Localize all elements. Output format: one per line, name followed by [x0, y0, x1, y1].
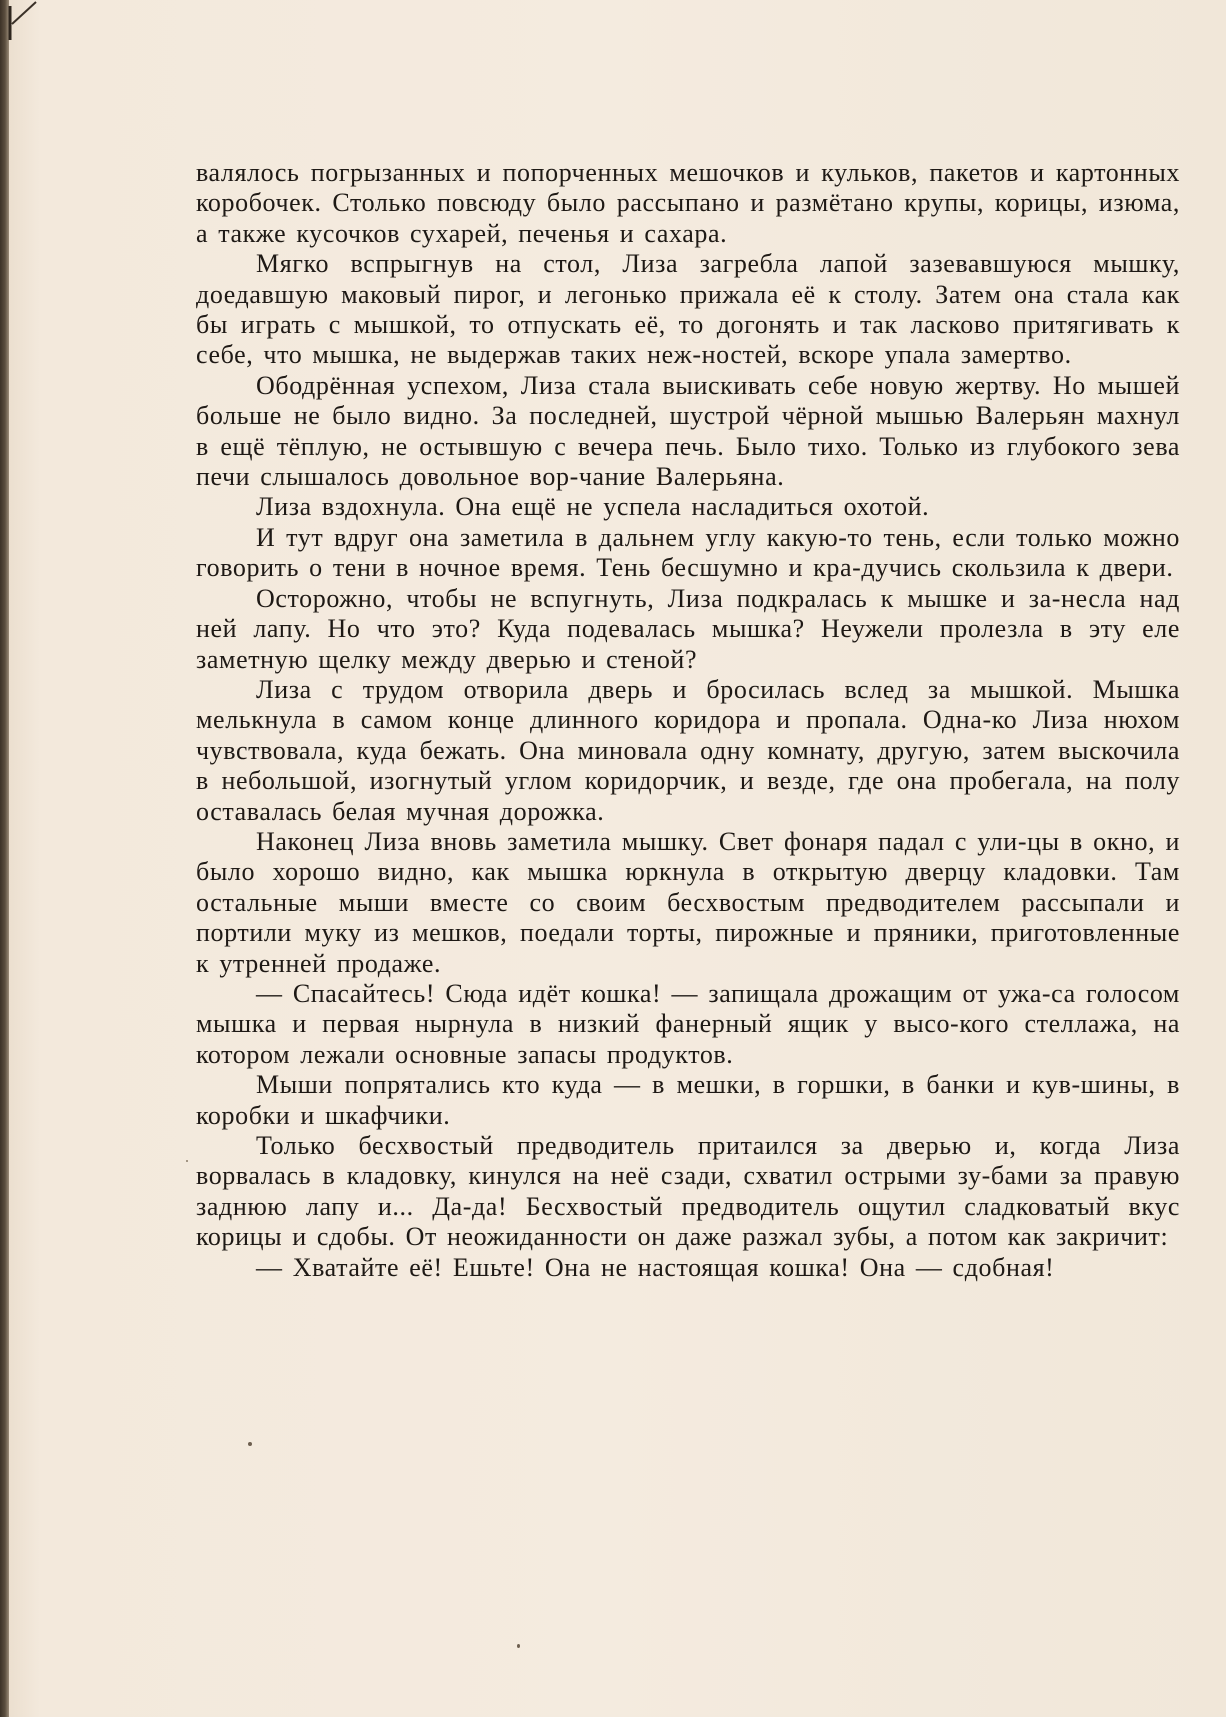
paragraph: — Хватайте её! Ешьте! Она не настоящая кошка! Она — сдобная! [256, 1252, 1055, 1282]
corner-crop-mark [6, 0, 46, 40]
paragraph: Наконец Лиза вновь заметила мышку. Свет фонаря падал с ули-цы в окно, и было хорошо видно, как мышка юркнула в открытую дверцу кладовки. Там остальные мыши вместе со своим бесхвостым предводителем рассыпали и портили муку из мешков, поедали торты, пирожные и пряники, приготовленные к утренней продаже. [196, 826, 1180, 978]
paragraph: валялось погрызанных и попорченных мешочков и кульков, пакетов и картонных коробочек. Столько повсюду было рассыпано и размётано крупы, корицы, изюма, а также кусочков сухарей, печенья и сахара. [196, 158, 1180, 248]
paragraph: Лиза вздохнула. Она ещё не успела насладиться охотой. [256, 492, 930, 522]
print-speck [248, 1442, 252, 1446]
page-binding-edge [0, 0, 9, 1717]
print-speck [186, 1160, 188, 1162]
print-speck [517, 1644, 520, 1648]
paragraph: Мыши попрятались кто куда — в мешки, в горшки, в банки и кув-шины, в коробки и шкафчики. [196, 1070, 1180, 1130]
paragraph: Лиза с трудом отворила дверь и бросилась вслед за мышкой. Мышка мелькнула в самом конце длинного коридора и пропала. Одна-ко Лиза нюхом чувствовала, куда бежать. Она миновала одну комнату, другую, затем выскочила в небольшой, изогнутый углом коридорчик, и везде, где она пробегала, на полу оставалась белая мучная дорожка. [196, 674, 1180, 826]
paragraph: И тут вдруг она заметила в дальнем углу какую-то тень, если только можно говорить о тени в ночное время. Тень бесшумно и кра-дучись скользила к двери. [196, 522, 1180, 583]
paragraph: Осторожно, чтобы не вспугнуть, Лиза подкралась к мышке и за-несла над ней лапу. Но что это? Куда подевалась мышка? Неужели пролезла в эту еле заметную щелку между дверью и стеной? [196, 583, 1180, 674]
paragraph: Ободрённая успехом, Лиза стала выискивать себе новую жертву. Но мышей больше не было видно. За последней, шустрой чёрной мышью Валерьян махнул в ещё тёплую, не остывшую с вечера печь. Было тихо. Только из глубокого зева печи слышалось довольное вор-чание Валерьяна. [196, 370, 1180, 492]
paragraph: Только бесхвостый предводитель притаился за дверью и, когда Лиза ворвалась в кладовку, кинулся на неё сзади, схватил острыми зу-бами за правую заднюю лапу и... Да-да! Бесхвостый предводитель ощутил сладковатый вкус корицы и сдобы. От неожиданности он даже разжал зубы, а потом как закричит: [196, 1131, 1180, 1252]
paragraph: — Спасайтесь! Сюда идёт кошка! — запищала дрожащим от ужа-са голосом мышка и первая нырнула в низкий фанерный ящик у высо-кого стеллажа, на котором лежали основные запасы продуктов. [196, 978, 1180, 1069]
story-text [196, 158, 1180, 1283]
paragraph: Мягко вспрыгнув на стол, Лиза загребла лапой зазевавшуюся мышку, доедавшую маковый пирог, и легонько прижала её к столу. Затем она стала как бы играть с мышкой, то отпускать её, то догонять и так ласково притягивать к себе, что мышка, не выдержав таких неж-ностей, вскоре упала замертво. [196, 249, 1180, 370]
